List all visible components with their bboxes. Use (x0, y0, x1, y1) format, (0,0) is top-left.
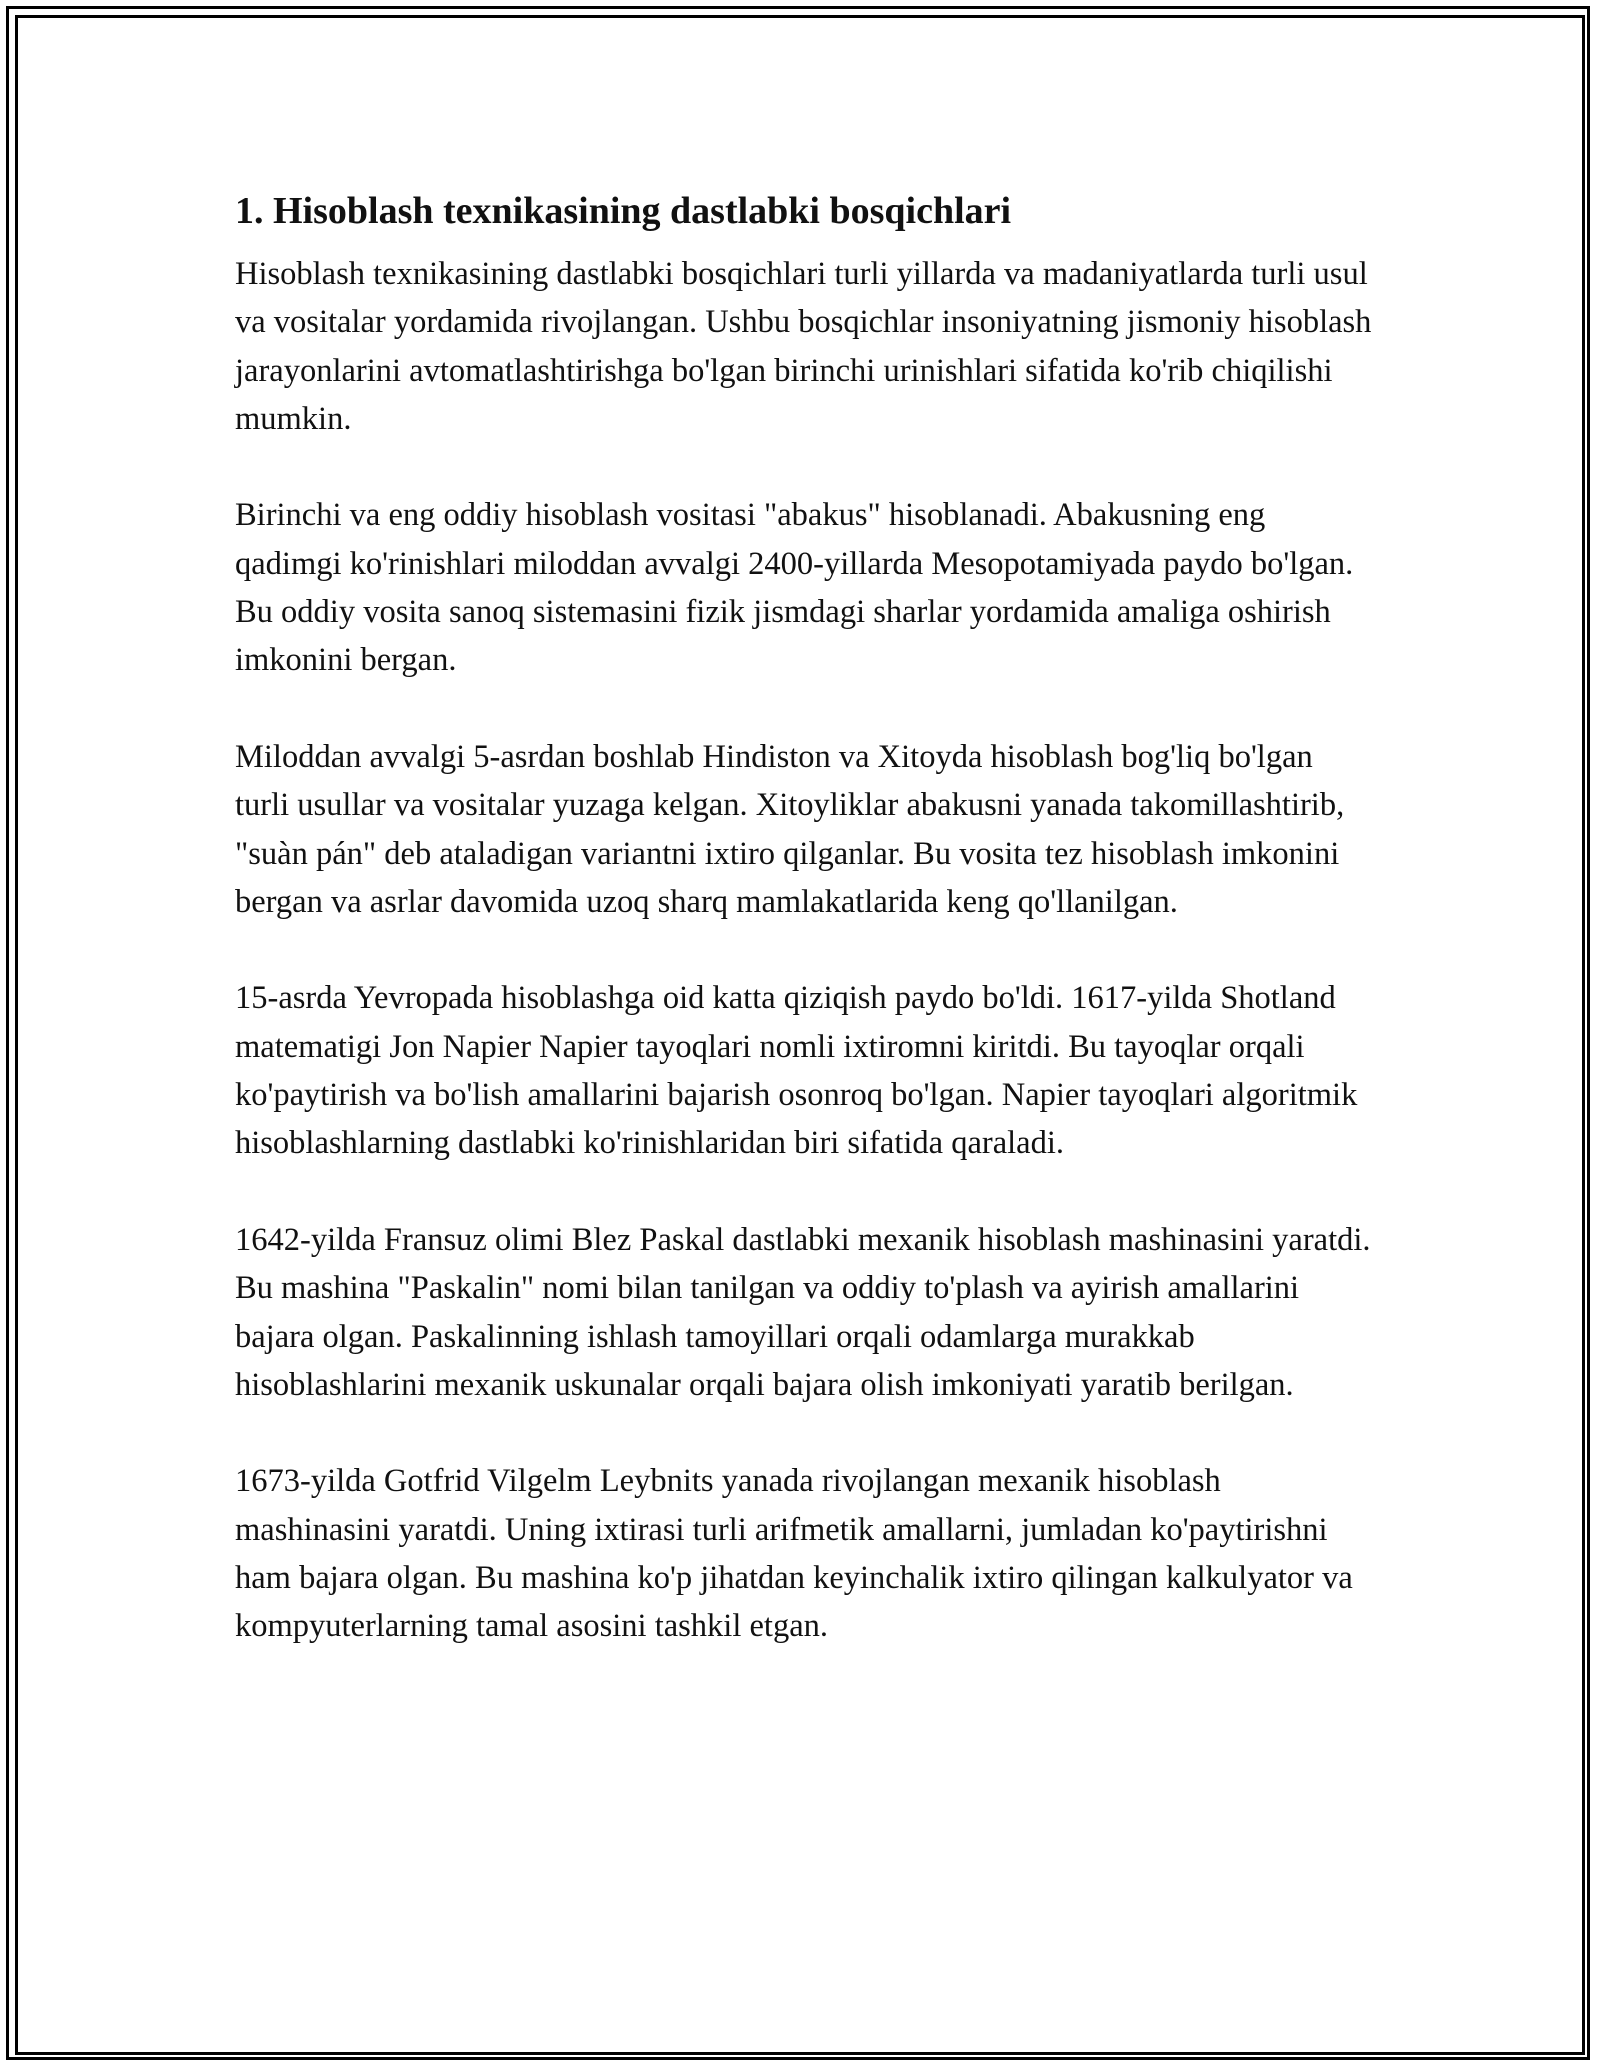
paragraph-6: 1673-yilda Gotfrid Vilgelm Leybnits yanada rivojlangan mexanik hisoblash mashinasini yaratdi. Uning ixtirasi turli arifmetik amallarni, jumladan ko'paytirishni ham bajara olgan. Bu mashina ko'p jihatdan keyinchalik ixtiro qilingan kalkulyator va kompyuterlarning tamal asosini tashkil etgan. (235, 1463, 1353, 1645)
paragraph-3: Miloddan avvalgi 5-asrdan boshlab Hindiston va Xitoyda hisoblash bog'liq bo'lgan turli usullar va vositalar yuzaga kelgan. Xitoyliklar abakusni yanada takomillashtirib, "suàn pán" deb ataladigan variantni ixtiro qilganlar. Bu vosita tez hisoblash imkonini bergan va asrlar davomida uzoq sharq mamlakatlarida keng qo'llanilgan. (235, 738, 1345, 920)
paragraph-4: 15-asrda Yevropada hisoblashga oid katta qiziqish paydo bo'ldi. 1617-yilda Shotland matematigi Jon Napier Napier tayoqlari nomli ixtiromni kiritdi. Bu tayoqlar orqali ko'paytirish va bo'lish amallarini bajarish osonroq bo'lgan. Napier tayoqlari algoritmik hisoblashlarning dastlabki ko'rinishlaridan biri sifatida qaraladi. (235, 980, 1358, 1162)
section-title: 1. Hisoblash texnikasining dastlabki bosqichlari (235, 190, 1012, 232)
document-body (235, 186, 1375, 1651)
paragraph-1: Hisoblash texnikasining dastlabki bosqichlari turli yillarda va madaniyatlarda turli usul va vositalar yordamida rivojlangan. Ushbu bosqichlar insoniyatning jismoniy hisoblash jarayonlarini avtomatlashtirishga bo'lgan birinchi urinishlari sifatida ko'rib chiqilishi mumkin. (235, 256, 1372, 437)
paragraph-5: 1642-yilda Fransuz olimi Blez Paskal dastlabki mexanik hisoblash mashinasini yaratdi. Bu mashina "Paskalin" nomi bilan tanilgan va oddiy to'plash va ayirish amallarini bajara olgan. Paskalinning ishlash tamoyillari orqali odamlarga murakkab hisoblashlarini mexanik uskunalar orqali bajara olish imkoniyati yaratib berilgan. (235, 1221, 1371, 1403)
paragraph-2: Birinchi va eng oddiy hisoblash vositasi "abakus" hisoblanadi. Abakusning eng qadimgi ko'rinishlari miloddan avvalgi 2400-yillarda Mesopotamiyada paydo bo'lgan. Bu oddiy vosita sanoq sistemasini fizik jismdagi sharlar yordamida amaliga oshirish imkonini bergan. (235, 497, 1354, 679)
